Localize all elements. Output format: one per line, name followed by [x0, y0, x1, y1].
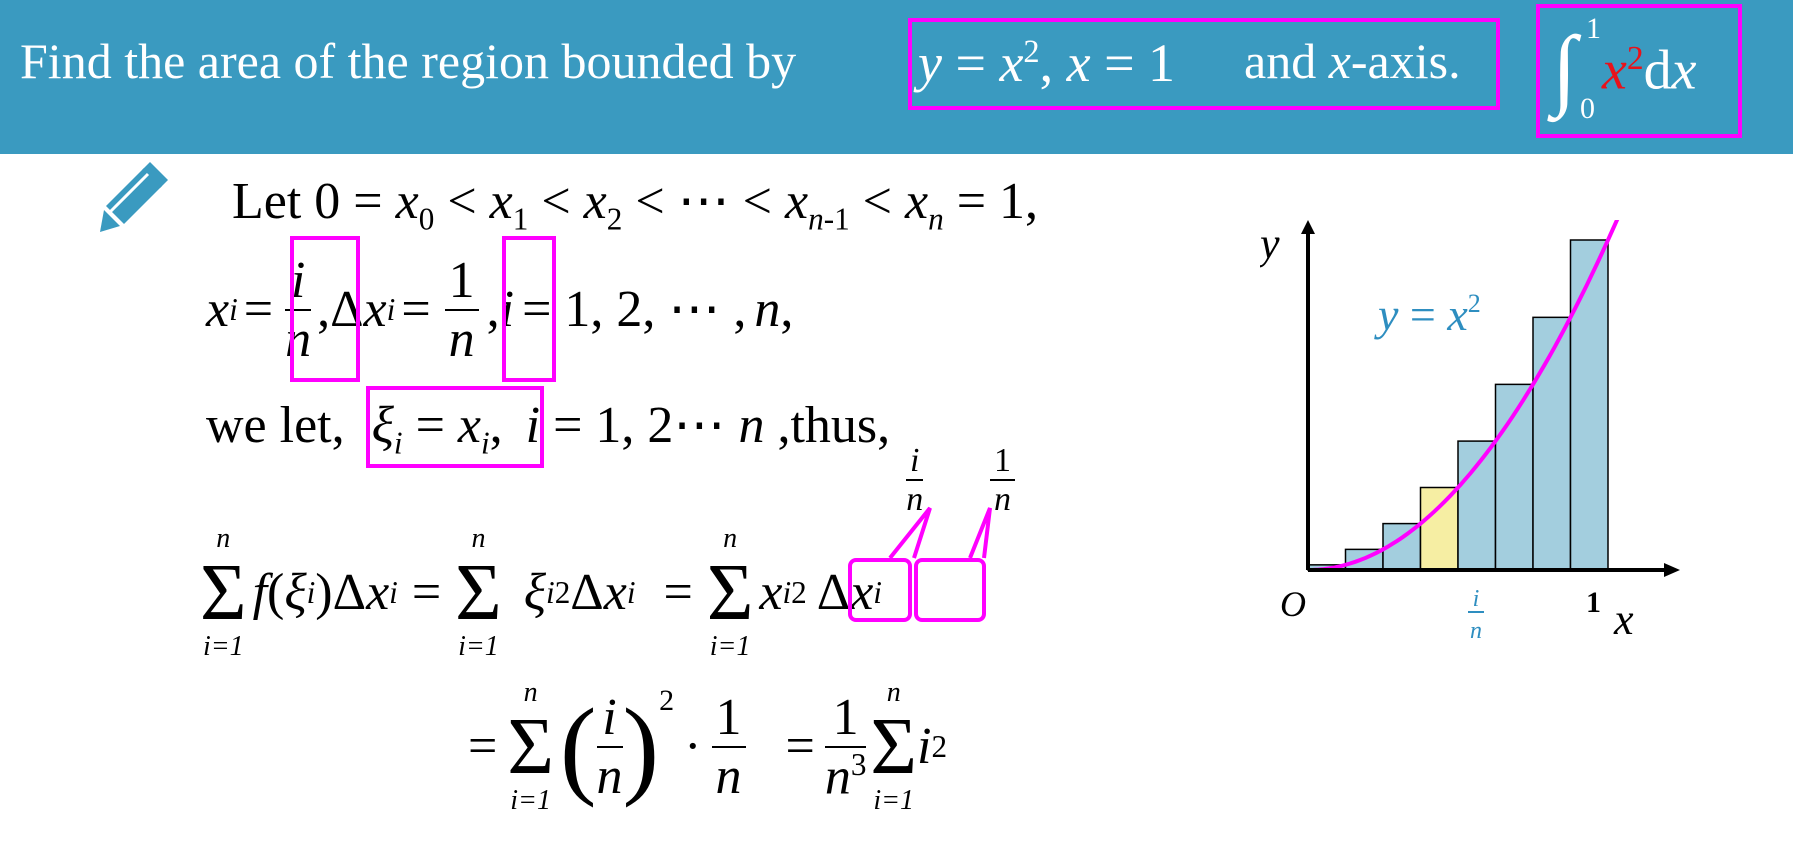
question-text: Find the area of the region bounded by — [20, 33, 797, 89]
one-label: 1 — [1586, 586, 1601, 619]
y-axis-arrow — [1301, 220, 1315, 234]
riemann-bar — [1571, 240, 1609, 570]
sum-2: n Σ i=1 — [455, 523, 502, 662]
sum-1: n Σ i=1 — [200, 523, 247, 662]
xi-fraction-box — [290, 236, 360, 382]
integrand: $x^2dx$ — [1602, 39, 1697, 102]
integral-upper: 1 — [1586, 12, 1601, 45]
pencil-icon — [96, 160, 170, 240]
partition-line: Let $0 = x_0 < x_1 < x_2$ < ⋯ < $x_{n-1} < x_n = 1$, — [232, 173, 1039, 237]
curve-label: $y = x^2$ — [1378, 289, 1481, 340]
highlighted-bar — [1421, 488, 1459, 571]
tick-numerator: i — [1472, 586, 1480, 612]
integral-sign: ∫ — [1552, 19, 1577, 118]
riemann-bar — [1458, 441, 1496, 570]
integral-lower: 0 — [1580, 92, 1595, 125]
origin-label: O — [1280, 584, 1306, 624]
delta-x-box — [914, 558, 986, 622]
x-axis-arrow — [1664, 563, 1680, 577]
xi-definition-line: x i = $\frac{i}{n}$ , Δ x i = $\frac{1}{n}$ , i = 1, 2, ⋯ , n , — [206, 251, 794, 368]
bounds-expression: $y = x^2$, x = 1 — [918, 33, 1176, 93]
and-x-axis-text: and x-axis. — [1244, 33, 1461, 89]
delta-fraction-box — [502, 236, 556, 382]
y-axis-label: y — [1260, 220, 1280, 268]
riemann-graph — [1260, 220, 1680, 660]
x-axis-label: x — [1614, 595, 1634, 644]
substitution-line: = n Σ i=1 ( $\frac{i}{n}$ ) $^2$ · $\frac{1}{n}$ = $\frac{1}{n^3}$ n Σ i=1 i 2 — [468, 677, 948, 816]
xi-squared-box — [848, 558, 912, 622]
xi-choice-box — [366, 386, 544, 468]
annotation-1-over-n: $\frac{1}{n}$ — [990, 442, 1015, 519]
sum-4: n Σ i=1 — [507, 677, 554, 816]
sum-5: n Σ i=1 — [870, 677, 917, 816]
tick-denominator: n — [1470, 618, 1482, 644]
riemann-sum-line: n Σ i=1 f ( ξ i ) Δ x i = n Σ i=1 ξ i 2 Δ x i = n Σ i=1 x i 2 Δ x i — [200, 523, 882, 662]
sum-3: n Σ i=1 — [706, 523, 754, 662]
annotation-i-over-n: $\frac{i}{n}$ — [906, 442, 924, 519]
xi-choice-line: we let, $\xi_i = x_i$, i = 1, 2⋯ n ,thus, — [206, 397, 891, 461]
